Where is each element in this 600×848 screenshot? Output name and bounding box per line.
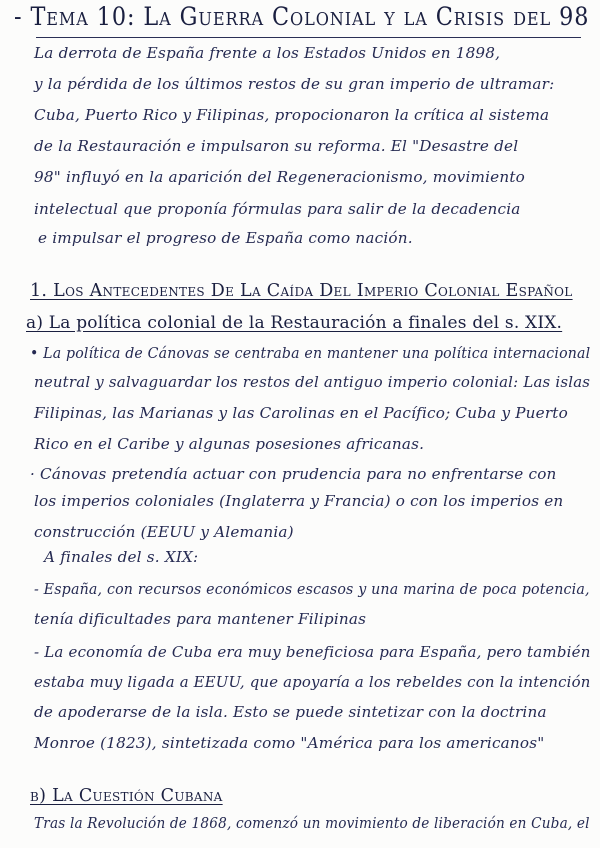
intro-line-3: Cuba, Puerto Rico y Filipinas, propocionaron la crítica al sistema bbox=[34, 106, 550, 124]
section-1a-line-9: - España, con recursos económicos escasos y una marina de poca potencia, bbox=[34, 580, 590, 598]
section-1a-line-2: neutral y salvaguardar los restos del antiguo imperio colonial: Las islas bbox=[34, 373, 591, 391]
title-underline bbox=[36, 37, 581, 38]
page-title: - Tema 10: La Guerra Colonial y la Crisis del 98 bbox=[14, 2, 590, 31]
section-1b-line-1: Tras la Revolución de 1868, comenzó un movimiento de liberación en Cuba, el bbox=[34, 814, 590, 832]
section-1a-heading: a) La política colonial de la Restauración a finales del s. XIX. bbox=[26, 313, 563, 333]
section-1-heading: 1. Los Antecedentes De La Caída Del Imperio Colonial Español bbox=[30, 281, 573, 301]
section-1a-line-12: estaba muy ligada a EEUU, que apoyaría a los rebeldes con la intención bbox=[34, 673, 591, 691]
section-1a-line-3: Filipinas, las Marianas y las Carolinas en el Pacífico; Cuba y Puerto bbox=[34, 404, 568, 422]
section-1a-line-11: - La economía de Cuba era muy beneficiosa para España, pero también bbox=[34, 643, 591, 661]
intro-line-2: y la pérdida de los últimos restos de su gran imperio de ultramar: bbox=[34, 75, 555, 93]
intro-line-6: intelectual que proponía fórmulas para salir de la decadencia bbox=[34, 200, 521, 218]
section-1a-line-5: · Cánovas pretendía actuar con prudencia para no enfrentarse con bbox=[30, 465, 557, 483]
section-1a-line-10: tenía dificultades para mantener Filipinas bbox=[34, 610, 367, 628]
intro-line-5: 98" influyó en la aparición del Regeneracionismo, movimiento bbox=[34, 168, 525, 186]
intro-line-7: e impulsar el progreso de España como nación. bbox=[38, 229, 413, 247]
section-1a-line-1: • La política de Cánovas se centraba en mantener una política internacional bbox=[30, 344, 591, 362]
section-1a-line-8: A finales del s. XIX: bbox=[44, 548, 199, 566]
intro-line-4: de la Restauración e impulsaron su reforma. El "Desastre del bbox=[34, 137, 519, 155]
intro-line-1: La derrota de España frente a los Estados Unidos en 1898, bbox=[34, 44, 501, 62]
section-1a-line-7: construcción (EEUU y Alemania) bbox=[34, 523, 294, 541]
section-1a-line-6: los imperios coloniales (Inglaterra y Francia) o con los imperios en bbox=[34, 492, 564, 510]
section-1a-line-14: Monroe (1823), sintetizada como "América para los americanos" bbox=[34, 734, 545, 752]
section-1b-heading: b) La Cuestión Cubana bbox=[30, 786, 223, 806]
section-1a-line-4: Rico en el Caribe y algunas posesiones africanas. bbox=[34, 435, 425, 453]
section-1a-line-13: de apoderarse de la isla. Esto se puede sintetizar con la doctrina bbox=[34, 703, 547, 721]
